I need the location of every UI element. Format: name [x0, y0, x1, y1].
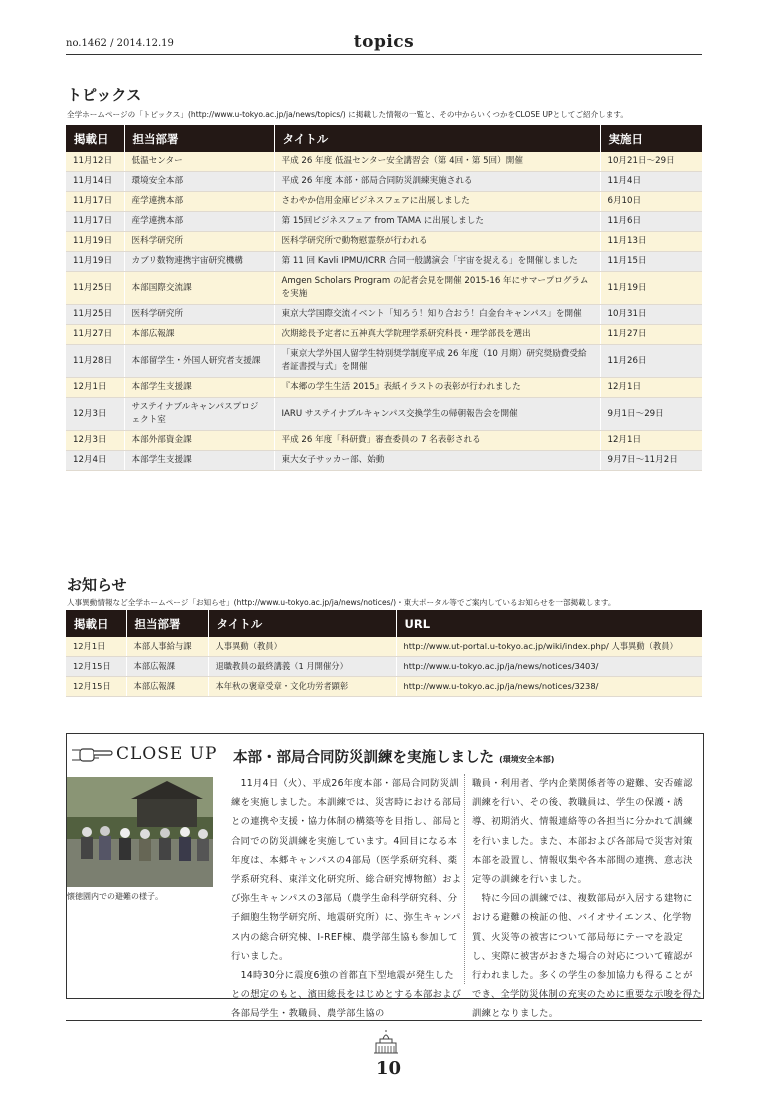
topics-cell: 12月3日	[66, 398, 124, 431]
header-divider	[66, 54, 702, 55]
closeup-column-1: 11月4日（火）、平成26年度本部・部局合同防災訓練を実施しました。本訓練では、災害時における部局との連携や支援・協力体制の構築等を目指し、部局と合同での防災訓練を実施しています。4回目になる本年度は、本郷キャンパスの4部局（医学系研究科、薬学系研究科、東洋文化研究所、総合研究博物館）および弥生キャンパスの3部局（農学生命科学研究科、分子細胞生物学研究所、地震研究所）に、弥生キャンパス内の総合研究棟、I-REF棟、農学部生協も参加して行いました。 14時30分に震度6強の首都直下型地震が発生したとの想定のもと、濱田総長をはじめとする本部および各部局学生・教職員、農学部生協の	[231, 778, 462, 1020]
topics-cell: 次期総長予定者に五神真大学院理学系研究科長・理学部長を選出	[274, 325, 600, 345]
topics-row	[66, 305, 702, 325]
topics-cell: 第 15回ビジネスフェア from TAMA に出展しました	[274, 212, 600, 232]
notices-row	[66, 677, 702, 697]
topics-cell: 医科学研究所で動物慰霊祭が行われる	[274, 232, 600, 252]
topics-row	[66, 272, 702, 305]
evacuation-photo	[67, 777, 213, 887]
topics-cell: 医科学研究所	[124, 305, 274, 325]
topics-cell: 「東京大学外国人留学生特別奨学制度平成 26 年度（10 月期）研究奨励費受給者証書授与式」を開催	[274, 345, 600, 378]
notices-cell: 退職教員の最終講義（1 月開催分）	[208, 657, 396, 677]
notices-cell: 本部広報課	[126, 677, 208, 697]
topics-column-header: 実施日	[600, 125, 702, 152]
topics-cell: カブリ数物連携宇宙研究機構	[124, 252, 274, 272]
notices-cell: http://www.u-tokyo.ac.jp/ja/news/notices/3238/	[396, 677, 702, 697]
topics-cell: 低温センター	[124, 152, 274, 172]
topics-row	[66, 398, 702, 431]
notices-column-header: タイトル	[208, 610, 396, 637]
notices-cell: 12月1日	[66, 637, 126, 657]
issue-info: no.1462 / 2014.12.19	[66, 38, 174, 49]
topics-cell: 本部国際交流課	[124, 272, 274, 305]
topics-cell: Amgen Scholars Program の記者会見を開催 2015-16 年にサマープログラムを実施	[274, 272, 600, 305]
topics-column-header: 掲載日	[66, 125, 124, 152]
topics-cell: 平成 26 年度 低温センター安全講習会（第 4回・第 5回）開催	[274, 152, 600, 172]
topics-cell: 産学連携本部	[124, 192, 274, 212]
topics-cell: 東京大学国際交流イベント「知ろう！知り合おう！白金台キャンパス」を開催	[274, 305, 600, 325]
topics-cell: 11月28日	[66, 345, 124, 378]
topics-cell: 9月1日～29日	[600, 398, 702, 431]
notices-table	[66, 610, 702, 697]
notices-intro: 人事異動情報など全学ホームページ「お知らせ」(http://www.u-tokyo.ac.jp/ja/news/notices/)・東大ポータル等でご案内しているお知らせを一部掲載します。	[67, 598, 616, 607]
topics-row	[66, 451, 702, 471]
topics-cell: 10月31日	[600, 305, 702, 325]
topics-cell: 11月25日	[66, 272, 124, 305]
topics-cell: 10月21日～29日	[600, 152, 702, 172]
closeup-box	[66, 733, 704, 1020]
topics-cell: 『本郷の学生生活 2015』表紙イラストの表彰が行われました	[274, 378, 600, 398]
topics-cell: 11月4日	[600, 172, 702, 192]
topics-cell: 11月27日	[600, 325, 702, 345]
closeup-title-text: 本部・部局合同防災訓練を実施しました	[233, 750, 494, 766]
topics-cell: 平成 26 年度 本部・部局合同防災訓練実施される	[274, 172, 600, 192]
topics-cell: 12月4日	[66, 451, 124, 471]
notices-table-header	[66, 610, 702, 637]
topics-cell: 11月6日	[600, 212, 702, 232]
topics-cell: 本部外部資金課	[124, 431, 274, 451]
notices-cell: 12月15日	[66, 657, 126, 677]
notices-cell: 12月15日	[66, 677, 126, 697]
topics-cell: サステイナブルキャンパスプロジェクト室	[124, 398, 274, 431]
topics-table-header	[66, 125, 702, 152]
notices-cell: 本年秋の褒章受章・文化功労者顕彰	[208, 677, 396, 697]
closeup-label: CLOSE UP	[116, 744, 218, 764]
notices-row	[66, 637, 702, 657]
topics-cell: 11月26日	[600, 345, 702, 378]
topics-cell: 12月1日	[600, 431, 702, 451]
topics-cell: 12月1日	[66, 378, 124, 398]
topics-cell: 本部留学生・外国人研究者支援課	[124, 345, 274, 378]
page-header	[66, 34, 702, 52]
notices-cell: http://www.ut-portal.u-tokyo.ac.jp/wiki/index.php/ 人事異動（教員）	[396, 637, 702, 657]
topics-heading: トピックス	[67, 86, 142, 104]
topics-row	[66, 192, 702, 212]
topics-cell: 11月27日	[66, 325, 124, 345]
yasuda-auditorium-icon	[371, 1029, 401, 1055]
topics-cell: 6月10日	[600, 192, 702, 212]
closeup-column-2: 職員・利用者、学内企業関係者等の避難、安否確認訓練を行い、その後、教職員は、学生の保護・誘導、初期消火、情報連絡等の各担当に分かれて訓練を行いました。また、本部および各部局で災害対策本部を設置し、情報収集や各本部間の連携、意志決定等の訓練を行いました。 特に今回の訓練では、複数部局が入居する建物における避難の検証の他、バイオサイエンス、化学物質、火災等の被害について部局毎にテーマを設定し、実際に被害がおきた場合の対応について確認が行われました。多くの学生の参加協力も得ることができ、全学防災体制の充実のために重要な示唆を得た訓練となりました。	[472, 778, 702, 1020]
topics-cell: 12月1日	[600, 378, 702, 398]
topics-cell: 第 11 回 Kavli IPMU/ICRR 合同一般講演会「宇宙を捉える」を開催しました	[274, 252, 600, 272]
topics-cell: 11月15日	[600, 252, 702, 272]
topics-cell: IARU サステイナブルキャンパス交換学生の帰朝報告会を開催	[274, 398, 600, 431]
topics-cell: 医科学研究所	[124, 232, 274, 252]
topics-row	[66, 172, 702, 192]
topics-cell: 本部学生支援課	[124, 378, 274, 398]
topics-column-header: 担当部署	[124, 125, 274, 152]
closeup-department: (環境安全本部)	[499, 755, 555, 764]
topics-row	[66, 152, 702, 172]
footer-divider	[66, 1020, 702, 1021]
notices-cell: 人事異動（教員）	[208, 637, 396, 657]
notices-column-header: 担当部署	[126, 610, 208, 637]
notices-column-header: URL	[396, 610, 702, 637]
topics-cell: 11月17日	[66, 192, 124, 212]
notices-cell: 本部人事給与課	[126, 637, 208, 657]
photo-caption: 懐徳園内での避難の様子。	[67, 892, 163, 901]
notices-cell: http://www.u-tokyo.ac.jp/ja/news/notices/3403/	[396, 657, 702, 677]
topics-column-header: タイトル	[274, 125, 600, 152]
notices-cell: 本部広報課	[126, 657, 208, 677]
topics-cell: 平成 26 年度「科研費」審査委員の 7 名表彰される	[274, 431, 600, 451]
topics-cell: 11月19日	[66, 232, 124, 252]
topics-cell: 11月25日	[66, 305, 124, 325]
topics-cell: 11月12日	[66, 152, 124, 172]
topics-row	[66, 252, 702, 272]
topics-cell: 12月3日	[66, 431, 124, 451]
topics-cell: 11月13日	[600, 232, 702, 252]
topics-cell: 産学連携本部	[124, 212, 274, 232]
column-divider	[464, 774, 465, 984]
topics-row	[66, 232, 702, 252]
topics-intro: 全学ホームページの「トピックス」(http://www.u-tokyo.ac.jp/ja/news/topics/) に掲載した情報の一覧と、その中からいくつかをCLOSE UPとしてご紹介します。	[67, 110, 628, 119]
topics-cell: 11月14日	[66, 172, 124, 192]
topics-cell: 11月19日	[66, 252, 124, 272]
topics-row	[66, 378, 702, 398]
pointing-hand-icon	[71, 746, 113, 764]
topics-row	[66, 325, 702, 345]
closeup-title	[233, 746, 554, 767]
topics-cell: 9月7日～11月2日	[600, 451, 702, 471]
topics-cell: さわやか信用金庫ビジネスフェアに出展しました	[274, 192, 600, 212]
topics-cell: 東大女子サッカー部、始動	[274, 451, 600, 471]
page-number: 10	[375, 1058, 402, 1079]
topics-cell: 本部広報課	[124, 325, 274, 345]
notices-row	[66, 657, 702, 677]
topics-table	[66, 125, 702, 471]
topics-cell: 環境安全本部	[124, 172, 274, 192]
topics-row	[66, 345, 702, 378]
notices-column-header: 掲載日	[66, 610, 126, 637]
topics-row	[66, 212, 702, 232]
topics-cell: 本部学生支援課	[124, 451, 274, 471]
topics-cell: 11月17日	[66, 212, 124, 232]
section-name: topics	[353, 32, 415, 52]
topics-cell: 11月19日	[600, 272, 702, 305]
topics-row	[66, 431, 702, 451]
notices-heading: お知らせ	[67, 576, 127, 594]
